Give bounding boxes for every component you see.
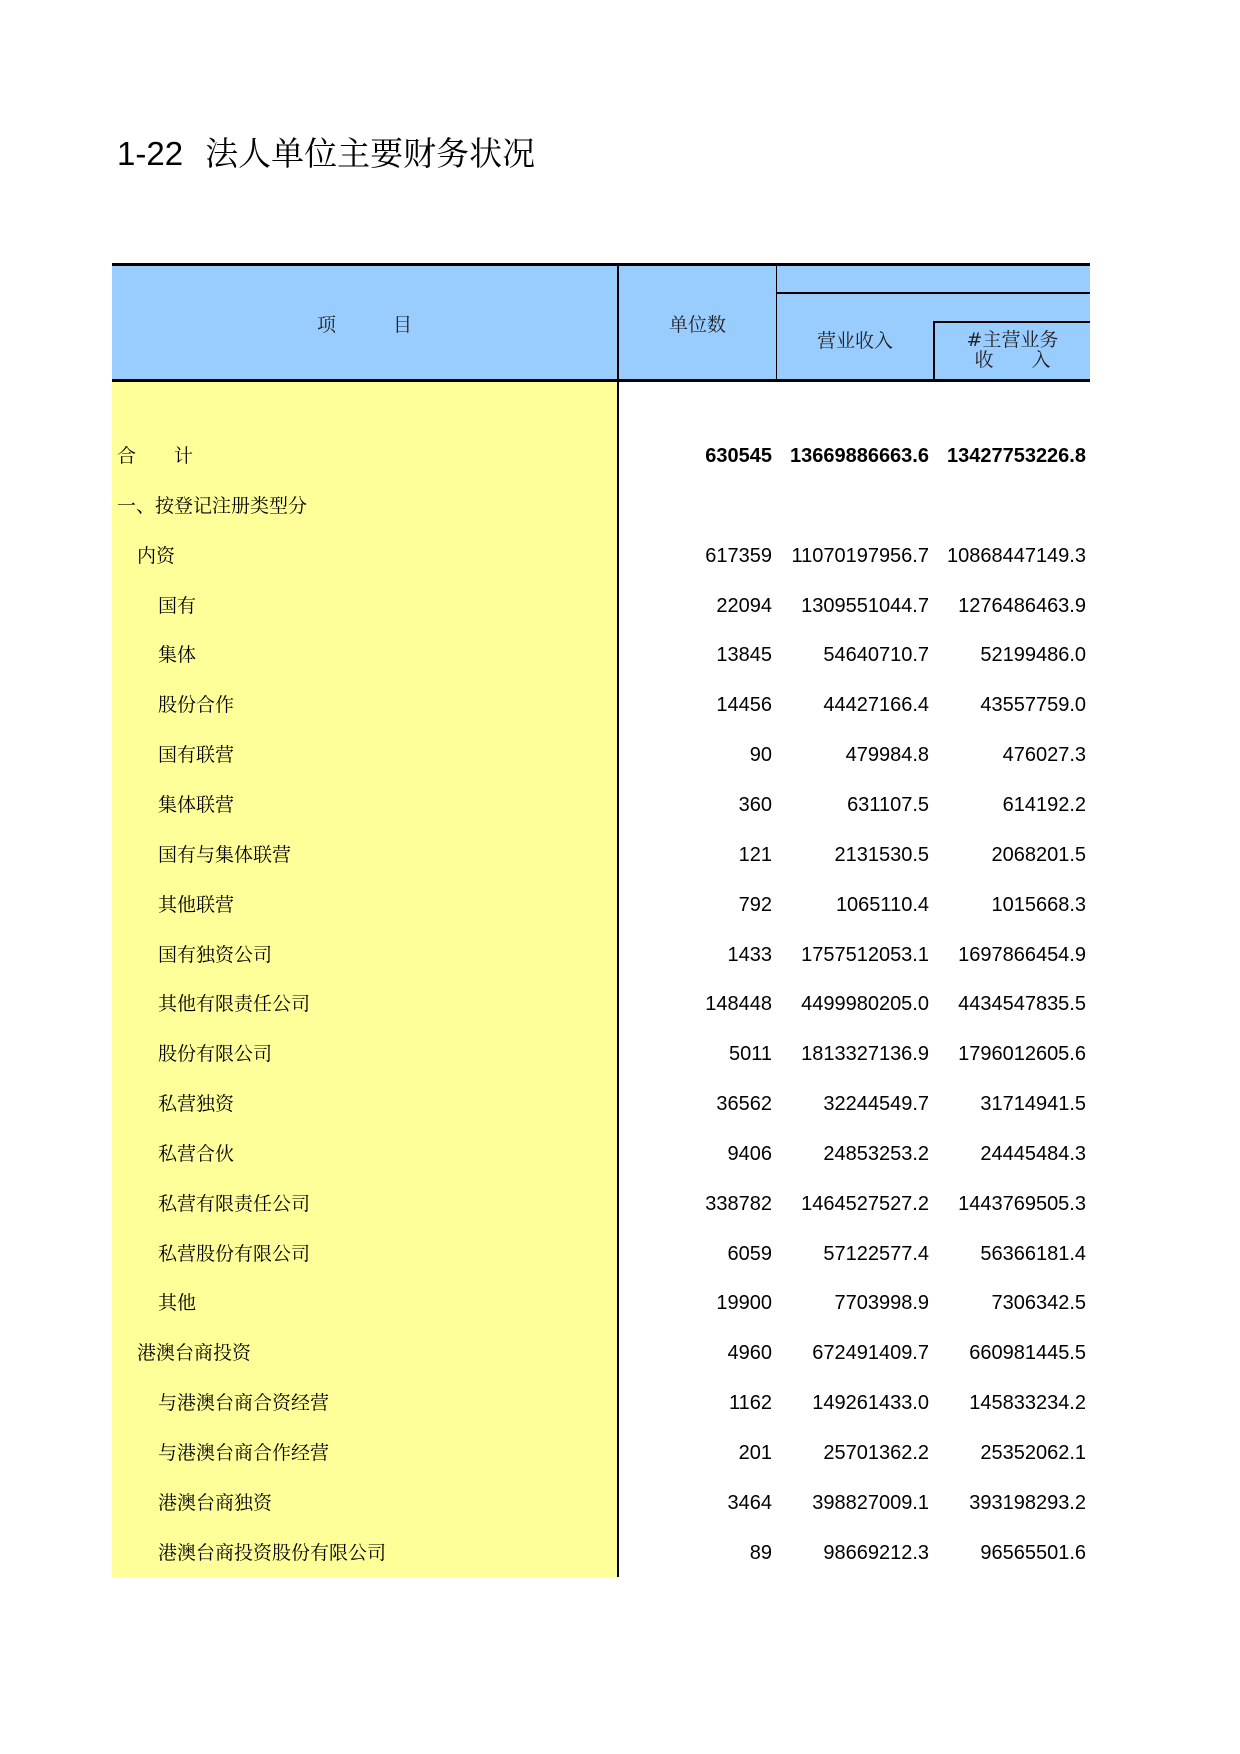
revenue-cell: 398827009.1 (812, 1491, 929, 1514)
revenue-cell: 672491409.7 (812, 1342, 929, 1365)
units-cell: 13845 (716, 644, 772, 667)
main-revenue-cell: 31714941.5 (980, 1093, 1086, 1116)
row-label: 合 计 (117, 445, 194, 467)
table-row (0, 1378, 1240, 1428)
table-row (0, 680, 1240, 730)
revenue-cell: 1757512053.1 (801, 943, 929, 966)
table-row (0, 581, 1240, 631)
main-revenue-cell: 2068201.5 (991, 843, 1086, 866)
row-label: 股份合作 (158, 694, 235, 717)
revenue-cell: 1464527527.2 (801, 1192, 929, 1215)
main-revenue-cell: 1276486463.9 (958, 594, 1086, 617)
row-label: 私营有限责任公司 (158, 1192, 311, 1215)
units-cell: 338782 (705, 1192, 772, 1215)
revenue-cell: 98669212.3 (823, 1541, 929, 1564)
table-row (0, 930, 1240, 980)
main-revenue-cell: 24445484.3 (980, 1142, 1086, 1165)
units-cell: 148448 (705, 993, 772, 1016)
revenue-cell: 7703998.9 (834, 1292, 929, 1315)
units-cell: 4960 (727, 1342, 772, 1365)
header-divider (776, 292, 1090, 294)
revenue-cell: 1065110.4 (835, 893, 929, 916)
units-cell: 1162 (728, 1392, 772, 1415)
units-cell: 90 (749, 744, 772, 767)
row-label: 一、按登记注册类型分 (117, 494, 308, 517)
revenue-cell: 57122577.4 (823, 1242, 929, 1265)
revenue-cell: 149261433.0 (812, 1392, 929, 1415)
column-divider (776, 263, 777, 382)
revenue-cell: 32244549.7 (823, 1093, 929, 1116)
main-revenue-cell: 13427753226.8 (946, 445, 1086, 467)
revenue-cell: 1813327136.9 (801, 1043, 929, 1066)
row-label: 集体 (158, 644, 197, 667)
table-row (0, 1079, 1240, 1129)
row-label: 私营股份有限公司 (158, 1242, 311, 1265)
units-cell: 1433 (727, 943, 772, 966)
main-revenue-cell: 43557759.0 (980, 694, 1086, 717)
header-main-revenue-line1: #主营业务 (966, 329, 1059, 351)
main-revenue-cell: 145833234.2 (969, 1392, 1086, 1415)
table-row (0, 1229, 1240, 1279)
table-row (0, 1129, 1240, 1179)
table-row (0, 630, 1240, 680)
row-label: 集体联营 (158, 793, 235, 816)
main-revenue-cell: 10868447149.3 (946, 544, 1086, 567)
row-label: 私营独资 (158, 1093, 235, 1116)
main-revenue-cell: 56366181.4 (980, 1242, 1086, 1265)
row-label: 其他联营 (158, 893, 235, 916)
row-label: 与港澳台商合作经营 (158, 1442, 330, 1464)
header-divider (933, 321, 1090, 323)
units-cell: 617359 (705, 544, 772, 567)
row-label: 港澳台商独资 (158, 1491, 273, 1514)
revenue-cell: 11070197956.7 (791, 544, 929, 567)
header-units: 单位数 (668, 314, 726, 336)
header-revenue: 营业收入 (816, 330, 893, 352)
table-row (0, 1278, 1240, 1328)
page-title (117, 128, 535, 175)
table-row (0, 780, 1240, 830)
revenue-cell: 631107.5 (847, 793, 929, 816)
table-row (0, 1478, 1240, 1528)
table-row (0, 1428, 1240, 1478)
units-cell: 121 (738, 843, 772, 866)
table-row (0, 1328, 1240, 1378)
main-revenue-cell: 1796012605.6 (958, 1043, 1086, 1066)
units-cell: 630545 (705, 445, 772, 467)
header-main-revenue (935, 330, 1090, 370)
row-label: 股份有限公司 (158, 1043, 273, 1066)
revenue-cell: 44427166.4 (823, 694, 929, 717)
units-cell: 792 (738, 893, 772, 916)
units-cell: 9406 (727, 1142, 772, 1165)
revenue-cell: 25701362.2 (823, 1442, 929, 1464)
main-revenue-cell: 476027.3 (1002, 744, 1086, 767)
revenue-cell: 24853253.2 (823, 1142, 929, 1165)
table-row (0, 979, 1240, 1029)
table-row (0, 481, 1240, 531)
units-cell: 201 (738, 1442, 772, 1464)
main-revenue-cell: 52199486.0 (980, 644, 1086, 667)
row-label: 国有 (158, 594, 197, 617)
row-label: 内资 (137, 544, 176, 567)
table-row (0, 431, 1240, 481)
revenue-cell: 4499980205.0 (801, 993, 929, 1016)
row-label: 国有联营 (158, 744, 235, 767)
units-cell: 360 (738, 793, 772, 816)
units-cell: 3464 (727, 1491, 772, 1514)
table-row (0, 1029, 1240, 1079)
row-label: 国有与集体联营 (158, 843, 292, 866)
table-row (0, 880, 1240, 930)
units-cell: 14456 (716, 694, 772, 717)
revenue-cell: 2131530.5 (834, 843, 929, 866)
units-cell: 5011 (728, 1043, 772, 1066)
main-revenue-cell: 25352062.1 (980, 1442, 1086, 1464)
units-cell: 36562 (716, 1093, 772, 1116)
row-label: 其他 (158, 1292, 197, 1315)
main-revenue-cell: 660981445.5 (969, 1342, 1086, 1365)
revenue-cell: 54640710.7 (823, 644, 929, 667)
table-row (0, 830, 1240, 880)
main-revenue-cell: 96565501.6 (980, 1541, 1086, 1564)
revenue-cell: 13669886663.6 (789, 445, 929, 467)
row-label: 私营合伙 (158, 1142, 235, 1165)
table-number: 1-22 (117, 135, 184, 172)
units-cell: 6059 (727, 1242, 772, 1265)
main-revenue-cell: 1443769505.3 (958, 1192, 1086, 1215)
revenue-cell: 1309551044.7 (801, 594, 929, 617)
main-revenue-cell: 1015668.3 (991, 893, 1086, 916)
units-cell: 89 (749, 1541, 772, 1564)
row-label: 与港澳台商合资经营 (158, 1392, 330, 1415)
row-label: 港澳台商投资 (137, 1342, 252, 1365)
table-title: 法人单位主要财务状况 (205, 134, 536, 173)
table-row (0, 1179, 1240, 1229)
units-cell: 19900 (716, 1292, 772, 1315)
table-row (0, 1528, 1240, 1578)
main-revenue-cell: 614192.2 (1002, 793, 1086, 816)
row-label: 国有独资公司 (158, 943, 273, 966)
main-revenue-cell: 4434547835.5 (958, 993, 1086, 1016)
row-label: 港澳台商投资股份有限公司 (158, 1541, 387, 1564)
units-cell: 22094 (716, 594, 772, 617)
table-row (0, 531, 1240, 581)
row-label: 其他有限责任公司 (158, 993, 311, 1016)
main-revenue-cell: 1697866454.9 (958, 943, 1086, 966)
main-revenue-cell: 393198293.2 (969, 1491, 1086, 1514)
header-item: 项 目 (316, 314, 412, 336)
table-row (0, 730, 1240, 780)
revenue-cell: 479984.8 (845, 744, 929, 767)
header-main-revenue-line2: 收 入 (974, 349, 1051, 371)
main-revenue-cell: 7306342.5 (991, 1292, 1086, 1315)
